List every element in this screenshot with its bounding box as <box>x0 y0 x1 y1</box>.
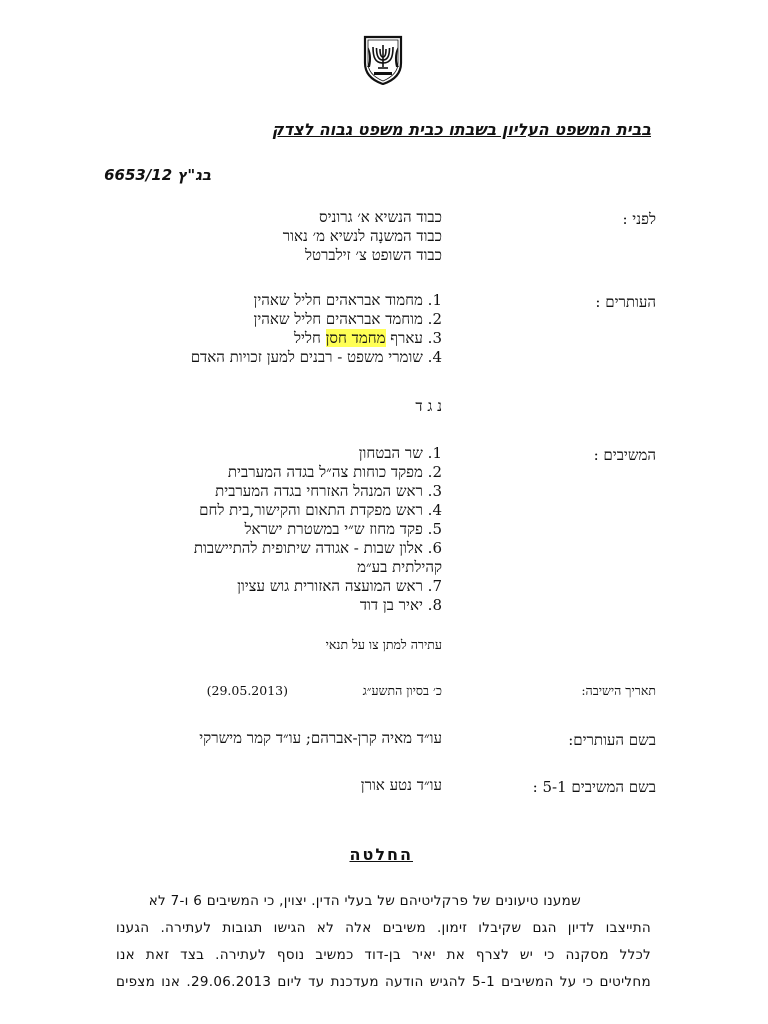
petitioner-line-3 <box>191 329 442 348</box>
respondent-line: 3. ראש המנהל האזרחי בגדה המערבית <box>215 482 442 500</box>
respondent-line: 4. ראש מפקדת התאום והקישור,בית לחם <box>199 501 442 519</box>
respondent-line: 7. ראש המועצה האזורית גוש עציון <box>237 577 442 595</box>
respondent-line: 5. פקד מחוז ש״י במשטרת ישראל <box>244 520 442 538</box>
petitioners-list <box>191 291 442 367</box>
respondent-line: 1. שר הבטחון <box>358 444 442 462</box>
respondent-line: 8. יאיר בן דוד <box>359 596 442 614</box>
respondent-line: קהילתית בע״מ <box>357 558 442 576</box>
body-line: התייצבו לדיון הגם שקיבלו זימון. משיבים אלה לא הגישו תגובות לעתירה. הגענו <box>116 920 651 936</box>
judge-line: כבוד הנשיא א׳ גרוניס <box>319 208 442 226</box>
court-title: בבית המשפט העליון בשבתו כבית משפט גבוה לצדק <box>271 120 651 139</box>
judge-line: כבוד המשנָה לנשיא מ׳ נאור <box>282 227 442 245</box>
decision-heading: החלטה <box>349 845 413 864</box>
respondent-line: 2. מפקד כוחות צה״ל בגדה המערבית <box>227 463 442 481</box>
body-line: שמענו טיעונים של פרקליטיהם של בעלי הדין. יצוין, כי המשיבים 6 ו-7 לא <box>148 893 581 909</box>
highlighted-name: מחמד חסן <box>325 329 386 347</box>
before-label: לפני : <box>622 210 656 228</box>
hearing-date: (29.05.2013) <box>206 683 288 698</box>
hearing-date-label: תאריך הישיבה: <box>581 683 656 698</box>
respondents-list <box>194 444 442 615</box>
body-line: לכלל מסקנה כי יש לצרף את יאיר בן-דוד כמשיב נוסף לעתירה. בצד זאת אנו <box>116 947 651 963</box>
petitioners-counsel-label: בשם העותרים: <box>568 731 656 749</box>
petitioner-3-suffix: חליל <box>293 329 321 347</box>
petitioners-counsel: עו״ד מאיה קרן-אברהם; עו״ד קמר מישרקי <box>199 729 442 747</box>
case-number: בג"ץ 6653/12 <box>104 166 211 184</box>
respondents-label: המשיבים : <box>593 446 656 464</box>
judges-list <box>283 208 442 265</box>
body-line: מחליטים כי על המשיבים 5-1 להגיש הודעה מעדכנת עד ליום 29.06.2013. אנו מצפים <box>116 974 651 990</box>
versus-text: נ ג ד <box>415 397 442 415</box>
petition-type: עתירה למתן צו על תנאי <box>325 637 442 652</box>
decision-body <box>116 888 651 996</box>
respondents-counsel-label: בשם המשיבים 5-1 : <box>532 778 656 796</box>
petitioners-label: העותרים : <box>595 293 656 311</box>
petitioner-line: 1. מחמוד אבראהים חליל שאהין <box>253 291 442 309</box>
respondents-counsel: עו״ד נטע אורן <box>360 776 442 794</box>
respondent-line: 6. אלון שבות - אגודה שיתופית להתיישבות <box>193 539 442 557</box>
state-emblem-icon <box>359 33 407 85</box>
hearing-hebrew-date: כ׳ בסיון התשע״ג <box>362 683 442 698</box>
petitioner-line: 2. מוחמד אבראהים חליל שאהין <box>253 310 442 328</box>
judge-line: כבוד השופט צ׳ זילברטל <box>304 246 442 264</box>
petitioner-line: 4. שומרי משפט - רבנים למען זכויות האדם <box>190 348 442 366</box>
petitioner-3-prefix: 3. עארף <box>390 329 442 347</box>
